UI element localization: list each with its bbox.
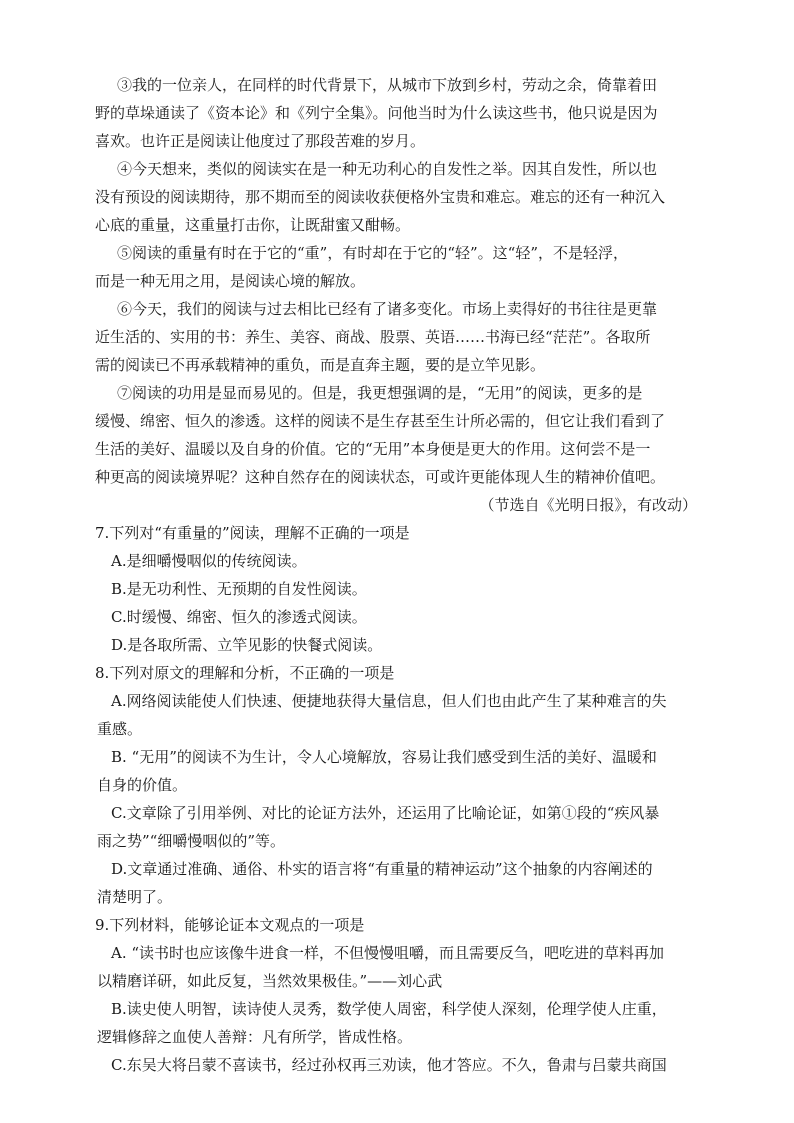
paragraph-3-line-1: ③我的一位亲人，在同样的时代背景下，从城市下放到乡村，劳动之余，倚靠着田 bbox=[117, 76, 658, 94]
question-7-option-c: C.时缓慢、绵密、恒久的渗透式阅读。 bbox=[111, 608, 367, 626]
question-9-stem: 9.下列材料，能够论证本文观点的一项是 bbox=[95, 916, 365, 934]
paragraph-3-line-2: 野的草垛通读了《资本论》和《列宁全集》。问他当时为什么读这些书，他只说是因为 bbox=[95, 104, 658, 122]
question-8-option-a-line-1: A.网络阅读能使人们快速、便捷地获得大量信息，但人们也由此产生了某种难言的失 bbox=[111, 692, 667, 710]
question-9-option-b-line-1: B.读史使人明智，读诗使人灵秀，数学使人周密，科学使人深刻，伦理学使人庄重， bbox=[111, 1000, 667, 1018]
paragraph-3-line-3: 喜欢。也许正是阅读让他度过了那段苦难的岁月。 bbox=[95, 132, 426, 150]
paragraph-4-line-1: ④今天想来，类似的阅读实在是一种无功利心的自发性之举。因其自发性，所以也 bbox=[117, 160, 658, 178]
paragraph-7-line-1: ⑦阅读的功用是显而易见的。但是，我更想强调的是，“无用”的阅读，更多的是 bbox=[117, 384, 643, 402]
question-8-option-d-line-1: D.文章通过准确、通俗、朴实的语言将“有重量的精神运动”这个抽象的内容阐述的 bbox=[111, 860, 653, 878]
question-8-option-c-line-1: C.文章除了引用举例、对比的论证方法外，还运用了比喻论证，如第①段的“疾风暴 bbox=[111, 804, 660, 822]
question-8-option-a-line-2: 重感。 bbox=[97, 720, 143, 738]
question-7-option-b: B.是无功利性、无预期的自发性阅读。 bbox=[111, 580, 367, 598]
question-9-option-c-line-1: C.东吴大将吕蒙不喜读书，经过孙权再三劝读，他才答应。不久，鲁肃与吕蒙共商国 bbox=[111, 1056, 667, 1074]
paragraph-6-line-2: 近生活的、实用的书：养生、美容、商战、股票、英语……书海已经“茫茫”。各取所 bbox=[95, 328, 651, 346]
paragraph-7-line-4: 种更高的阅读境界呢？这种自然存在的阅读状态，可或许更能体现人生的精神价值吧。 bbox=[95, 468, 666, 486]
question-9-option-a-line-2: 以精磨详研，如此反复，当然效果极佳。”——刘心武 bbox=[97, 972, 443, 990]
paragraph-4-line-2: 没有预设的阅读期待，那不期而至的阅读收获便格外宝贵和难忘。难忘的还有一种沉入 bbox=[95, 188, 666, 206]
paragraph-5-line-2: 而是一种无用之用，是阅读心境的解放。 bbox=[95, 272, 366, 290]
question-9-option-b-line-2: 逻辑修辞之血使人善辩：凡有所学，皆成性格。 bbox=[97, 1028, 413, 1046]
source-citation: （节选自《光明日报》，有改动） bbox=[479, 496, 697, 514]
paragraph-4-line-3: 心底的重量，这重量打击你，让既甜蜜又酣畅。 bbox=[95, 216, 411, 234]
question-8-stem: 8.下列对原文的理解和分析，不正确的一项是 bbox=[95, 664, 395, 682]
paragraph-6-line-1: ⑥今天，我们的阅读与过去相比已经有了诸多变化。市场上卖得好的书往往是更靠 bbox=[117, 300, 658, 318]
question-7-option-a: A.是细嚼慢咽似的传统阅读。 bbox=[111, 552, 307, 570]
paragraph-7-line-2: 缓慢、绵密、恒久的渗透。这样的阅读不是生存甚至生计所必需的，但它让我们看到了 bbox=[95, 412, 666, 430]
question-7-stem: 7.下列对“有重量的”阅读，理解不正确的一项是 bbox=[95, 524, 410, 542]
question-8-option-c-line-2: 雨之势”“细嚼慢咽似的”等。 bbox=[97, 832, 286, 850]
question-8-option-b-line-1: B. “无用”的阅读不为生计，令人心境解放，容易让我们感受到生活的美好、温暖和 bbox=[111, 748, 657, 766]
question-8-option-b-line-2: 自身的价值。 bbox=[97, 776, 188, 794]
paragraph-7-line-3: 生活的美好、温暖以及自身的价值。它的“无用”本身便是更大的作用。这何尝不是一 bbox=[95, 440, 651, 458]
question-8-option-d-line-2: 清楚明了。 bbox=[97, 888, 173, 906]
paragraph-6-line-3: 需的阅读已不再承载精神的重负，而是直奔主题，要的是立竿见影。 bbox=[95, 356, 546, 374]
question-9-option-a-line-1: A. “读书时也应该像牛进食一样，不但慢慢咀嚼，而且需要反刍，吧吃进的草料再加 bbox=[111, 944, 665, 962]
paragraph-5-line-1: ⑤阅读的重量有时在于它的“重”，有时却在于它的“轻”。这“轻”，不是轻浮， bbox=[117, 244, 629, 262]
question-7-option-d: D.是各取所需、立竿见影的快餐式阅读。 bbox=[111, 636, 383, 654]
